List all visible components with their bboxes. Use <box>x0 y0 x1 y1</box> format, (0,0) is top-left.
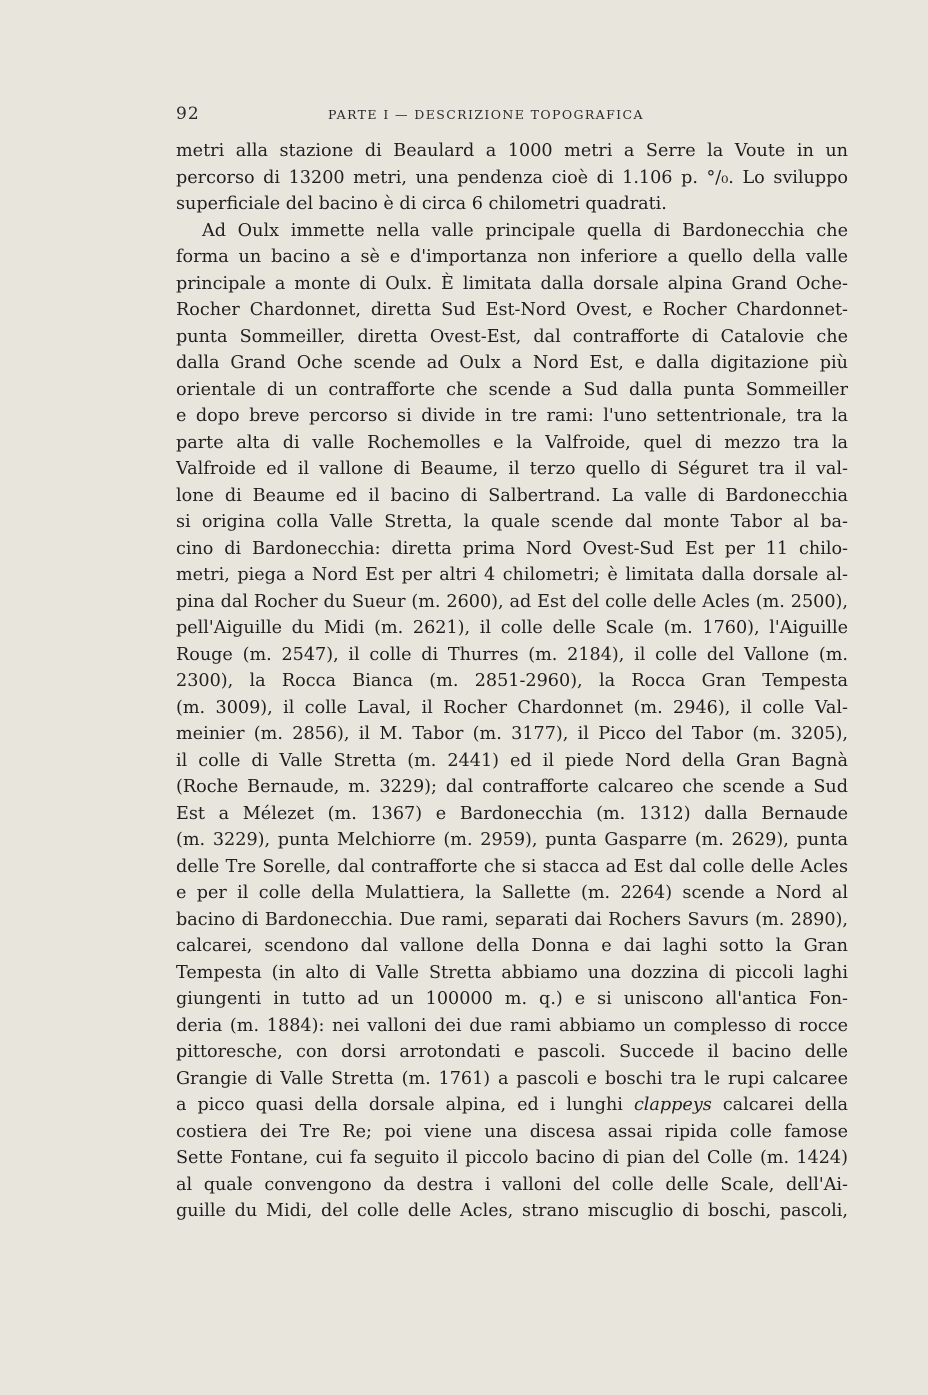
text-line: superficiale del bacino è di circa 6 chilometri quadrati. <box>176 194 667 214</box>
text-line: Rocher Chardonnet, diretta Sud Est-Nord Ovest, e Rocher Chardonnet- <box>176 300 848 320</box>
text-line: (m. 3229), punta Melchiorre (m. 2959), punta Gasparre (m. 2629), punta <box>176 830 848 850</box>
text-line: il colle di Valle Stretta (m. 2441) ed il piede Nord della Gran Bagnà <box>176 750 848 771</box>
text-line: Tempesta (in alto di Valle Stretta abbiamo una dozzina di piccoli laghi <box>176 962 848 983</box>
text-line: forma un bacino a sè e d'importanza non inferiore a quello della valle <box>176 247 848 267</box>
text-line: delle Tre Sorelle, dal contrafforte che si stacca ad Est dal colle delle Acles <box>176 856 848 877</box>
text-line: e dopo breve percorso si divide in tre rami: l'uno settentrionale, tra la <box>176 406 848 426</box>
text-line: pina dal Rocher du Sueur (m. 2600), ad Est del colle delle Acles (m. 2500), <box>176 591 848 612</box>
running-head-title: PARTE I — DESCRIZIONE TOPOGRAFICA <box>328 107 644 122</box>
text-line: deria (m. 1884): nei valloni dei due rami abbiamo un complesso di rocce <box>176 1015 848 1036</box>
text-line: dalla Grand Oche scende ad Oulx a Nord Est, e dalla digitazione più <box>176 353 848 373</box>
text-line: Valfroide ed il vallone di Beaume, il terzo quello di Séguret tra il val- <box>176 459 848 479</box>
text-line: Grangie di Valle Stretta (m. 1761) a pascoli e boschi tra le rupi calcaree <box>176 1068 848 1089</box>
text-line: metri, piega a Nord Est per altri 4 chilometri; è limitata dalla dorsale al- <box>176 565 848 585</box>
text-line: punta Sommeiller, diretta Ovest-Est, dal contrafforte di Catalovie che <box>176 326 848 347</box>
text-line: cino di Bardonecchia: diretta prima Nord Ovest-Sud Est per 11 chilo- <box>176 538 848 559</box>
text-line: orientale di un contrafforte che scende a Sud dalla punta Sommeiller <box>176 379 848 400</box>
text-line: al quale convengono da destra i valloni del colle delle Scale, dell'Ai- <box>176 1174 848 1195</box>
text-line: metri alla stazione di Beaulard a 1000 metri a Serre la Voute in un <box>176 141 848 161</box>
text-line: bacino di Bardonecchia. Due rami, separati dai Rochers Savurs (m. 2890), <box>176 909 848 930</box>
text-line: principale a monte di Oulx. È limitata dalla dorsale alpina Grand Oche- <box>176 273 848 294</box>
page-number: 92 <box>176 104 200 124</box>
text-line: 2300), la Rocca Bianca (m. 2851-2960), la Rocca Gran Tempesta <box>176 671 848 691</box>
text-line: a picco quasi della dorsale alpina, ed i lunghi clappeys calcarei della <box>176 1095 848 1115</box>
text-line: si origina colla Valle Stretta, la quale scende dal monte Tabor al ba- <box>176 512 848 532</box>
text-line: meinier (m. 2856), il M. Tabor (m. 3177), il Picco del Tabor (m. 3205), <box>176 724 848 744</box>
text-line: Est a Mélezet (m. 1367) e Bardonecchia (m. 1312) dalla Bernaude <box>176 803 848 824</box>
text-line: giungenti in tutto ad un 100000 m. q.) e si uniscono all'antica Fon- <box>176 989 848 1009</box>
text-line: Sette Fontane, cui fa seguito il piccolo bacino di pian del Colle (m. 1424) <box>176 1148 848 1168</box>
text-line: calcarei, scendono dal vallone della Donna e dai laghi sotto la Gran <box>176 936 848 956</box>
text-line: e per il colle della Mulattiera, la Sallette (m. 2264) scende a Nord al <box>176 883 848 903</box>
text-line: guille du Midi, del colle delle Acles, strano miscuglio di boschi, pascoli, <box>176 1201 848 1221</box>
text-line: pell'Aiguille du Midi (m. 2621), il colle delle Scale (m. 1760), l'Aiguille <box>176 618 848 638</box>
text-line: parte alta di valle Rochemolles e la Valfroide, quel di mezzo tra la <box>176 432 848 453</box>
text-line: (Roche Bernaude, m. 3229); dal contrafforte calcareo che scende a Sud <box>176 777 848 797</box>
running-head <box>176 104 848 126</box>
text-line: costiera dei Tre Re; poi viene una discesa assai ripida colle famose <box>176 1121 848 1142</box>
text-line: percorso di 13200 metri, una pendenza cioè di 1.106 p. °/₀. Lo sviluppo <box>176 167 848 188</box>
text-line: pittoresche, con dorsi arrotondati e pascoli. Succede il bacino delle <box>176 1042 848 1062</box>
text-line: (m. 3009), il colle Laval, il Rocher Chardonnet (m. 2946), il colle Val- <box>176 697 848 718</box>
body-text <box>176 138 848 1225</box>
text-line: lone di Beaume ed il bacino di Salbertrand. La valle di Bardonecchia <box>176 485 848 506</box>
text-line: Ad Oulx immette nella valle principale quella di Bardonecchia che <box>202 220 848 241</box>
text-line: Rouge (m. 2547), il colle di Thurres (m. 2184), il colle del Vallone (m. <box>176 644 848 665</box>
